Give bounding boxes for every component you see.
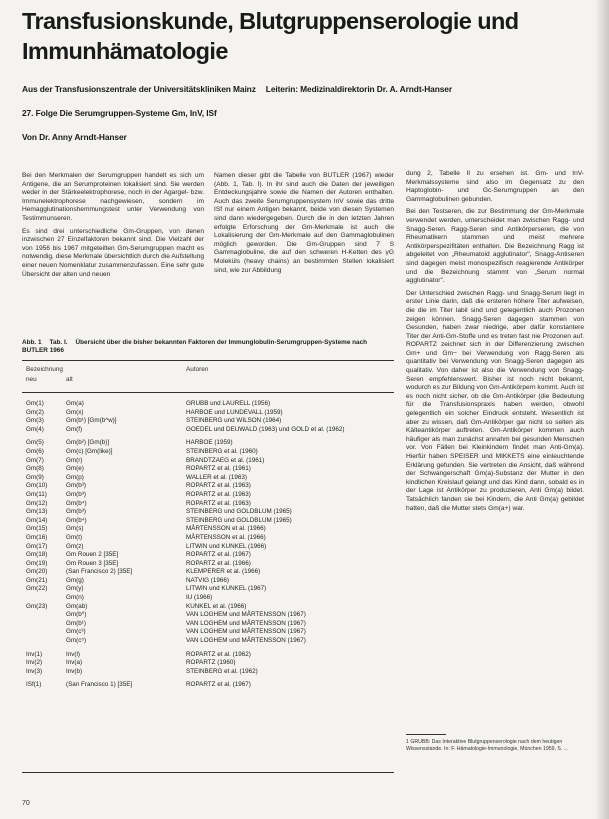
cell-authors: WALLER et al. (1963) <box>186 473 248 481</box>
cell-new: Gm(9) <box>26 473 44 481</box>
cell-new: Gm(14) <box>26 516 48 524</box>
table-row <box>22 457 394 466</box>
table-header-rule <box>22 392 394 393</box>
institute-line <box>22 84 452 94</box>
text-column-3 <box>406 170 584 730</box>
cell-new: Gm(11) <box>26 490 47 498</box>
table-row <box>22 465 394 474</box>
table-row <box>22 594 394 603</box>
cell-old: Gm(r) <box>66 456 83 464</box>
cell-authors: VAN LOGHEM und MÅRTENSSON (1967) <box>186 619 306 627</box>
cell-new <box>22 611 66 620</box>
table-row <box>22 568 394 577</box>
cell-authors: IU (1966) <box>186 594 213 602</box>
table-row <box>22 611 394 620</box>
cell-old: Gm(c) [Gm(like)] <box>66 447 113 455</box>
table-row <box>22 651 394 660</box>
cell-new: Gm(20) <box>26 568 48 576</box>
cell-old: Gm(c⁵) <box>66 637 87 645</box>
cell-authors: HARBOE (1959) <box>186 439 233 447</box>
cell-new: Gm(19) <box>26 559 48 567</box>
cell-authors: VAN LOGHEM und MÅRTENSSON (1967) <box>186 637 306 645</box>
cell-old: Gm(a) <box>66 400 84 407</box>
cell-authors: MÅRTENSSON et al. (1966) <box>186 533 266 541</box>
footnote-rule <box>406 734 446 735</box>
cell-authors: GRUBB und LAURELL (1956) <box>186 400 271 407</box>
cell-new: Gm(21) <box>26 576 48 584</box>
cell-new: Gm(1) <box>26 400 44 407</box>
table-row <box>22 400 394 409</box>
cell-new: Gm(6) <box>26 447 44 455</box>
cell-old: Gm(e) <box>66 465 84 473</box>
cell-new: ISf(1) <box>26 681 42 689</box>
cell-new: Gm(13) <box>26 508 48 516</box>
table-row <box>22 491 394 500</box>
cell-old: Gm(b⁴) <box>66 516 87 524</box>
header-new: neu <box>26 376 37 383</box>
paragraph: Namen dieser gibt die Tabelle von BUTLER (1967) wieder (Abb. 1, Tab. I). In ihr sind auch die Daten der jeweiligen Entdeckungsjahre sowie die Namen der Autoren enthalten. Auch das zweite Serumgruppensystem InV sowie das dritte ISf nur einem Antigen bekannt, beide von diesen Systemen sind dann wiedergegeben. Durch die in den letzten Jahren erfolgte Erforschung der Gm-Merkmale ist auch die Lokalisierung der Gm-Merkmale auf den Gammaglobulinen möglich geworden. Die Gm-Gruppen sind 7 S Gammaglobuline, die auf den schweren H-Ketten des γG Moleküls (heavy chains) an bestimmten Stellen lokalisiert sind, wie zur Abbildung <box>214 172 394 274</box>
cell-authors: BRANDTZAEG et al. (1961) <box>186 456 265 464</box>
cell-old: Gm(b²) [Gm(b)] <box>66 439 110 447</box>
cell-old: (San Francisco 1) [35E] <box>66 681 133 689</box>
cell-new: Gm(15) <box>26 525 48 533</box>
cell-old: Gm(b⁰) <box>66 611 87 619</box>
article-title: Transfusionskunde, Blutgruppenserologie und Immunhämatologie <box>22 8 519 64</box>
cell-old: Inv(l) <box>66 650 80 658</box>
cell-old: (San Francisco 2) [35E] <box>66 568 133 576</box>
table-row <box>22 417 394 426</box>
cell-new <box>22 637 66 646</box>
cell-old: Gm(g) <box>66 576 84 584</box>
page-edge-shadow <box>595 0 609 819</box>
cell-old: Inv(a) <box>66 659 83 667</box>
cell-new: Gm(3) <box>26 417 44 425</box>
director: Leiterin: Medizinaldirektorin Dr. A. Arndt-Hanser <box>265 84 452 94</box>
table-row <box>22 668 394 677</box>
paragraph: Es sind drei unterschiedliche Gm-Gruppen, von denen inzwischen 27 Einzelfaktoren bekannt sind. Die Vielzahl der von 1956 bis 1967 mitgeteilten Gm-Serumgruppen macht es notwendig, diese Merkmale übersichtlich durch die Aufstellung einer neuen Nomenklatur zusammenzufassen. Eine sehr gute Übersicht der alten und neuen <box>22 227 204 278</box>
cell-new: Gm(22) <box>26 585 48 593</box>
cell-authors: STEINBERG et al. (1960) <box>186 447 258 455</box>
cell-new: Inv(1) <box>26 650 43 658</box>
page-number: 70 <box>22 800 30 807</box>
cell-old: Gm(ab) <box>66 602 88 610</box>
table-row <box>22 577 394 586</box>
cell-authors: LITWIN und KUNKEL (1967) <box>186 585 267 593</box>
institute: Aus der Transfusionszentrale der Universitätskliniken Mainz <box>22 84 256 94</box>
table-row <box>22 585 394 594</box>
cell-authors: STEINBERG et al. (1962) <box>186 667 258 675</box>
cell-new: Gm(8) <box>26 465 44 473</box>
cell-authors: ROPARTZ et al. (1967) <box>186 551 251 559</box>
table-row <box>22 448 394 457</box>
cell-old: Gm(b³) <box>66 482 86 490</box>
cell-old: Gm Rouen 3 [35E] <box>66 559 119 567</box>
cell-old: Gm(t) <box>66 533 83 541</box>
cell-new: Gm(10) <box>26 482 48 490</box>
paragraph: Bei den Merkmalen der Serumgruppen handelt es sich um Antigene, die an Serumproteinen lokalisiert sind. Sie werden weder in der Stärkeelektrophorese, noch in der Agargel- bzw. Immunelektrophorese nachgewiesen, sondern im Hemagglutinationshemmungstest unter Verwendung von Testimmunseren. <box>22 172 204 222</box>
cell-authors: ROPARTZ et al. (1961) <box>186 465 251 473</box>
cell-authors: LITWIN und KUNKEL (1966) <box>186 542 267 550</box>
cell-authors: ROPARTZ et al. (1966) <box>186 559 251 567</box>
cell-old: Gm(c³) <box>66 628 86 636</box>
table-row <box>22 543 394 552</box>
cell-authors: ROPARTZ et al. (1963) <box>186 499 251 507</box>
cell-authors: ROPARTZ et al. (1963) <box>186 490 251 498</box>
cell-old: Gm(p) <box>66 473 84 481</box>
cell-authors: ROPARTZ et al. (1967) <box>186 681 251 689</box>
cell-old: Gm(y) <box>66 585 84 593</box>
table-caption <box>22 339 394 355</box>
cell-old: Gm(b¹) <box>66 619 86 627</box>
cell-authors: STEINBERG und GOLDBLUM (1965) <box>186 516 292 524</box>
cell-authors: NATVIG (1966) <box>186 576 229 584</box>
cell-old: Gm(n) <box>66 594 84 602</box>
table-row <box>22 659 394 668</box>
cell-old: Gm Rouen 2 [35E] <box>66 551 119 559</box>
table-row <box>22 637 394 646</box>
cell-new: Gm(7) <box>26 456 44 464</box>
table-row <box>22 603 394 612</box>
header-old: alt <box>66 376 73 383</box>
table-body <box>22 400 394 690</box>
cell-new: Gm(2) <box>26 408 44 416</box>
cell-old: Inv(b) <box>66 667 83 675</box>
table-row <box>22 551 394 560</box>
paragraph: Der Unterschied zwischen Ragg- und Snagg-Serum liegt in erster Linie darin, daß die ersteren höhere Titer aufweisen, die die im Titer labil sind und gelegentlich auch Prozonen zeigen können. Snagg-Seren dagegen stammen von Gesunden, haben zwar niedrige, aber dafür konstantere Titer der Anti-Gm-Stoffe und es treten fast nie Prozonen auf. ROPARTZ zeichnet sich in der Differenzierung zwischen Gm+ und Gm− bei Verwendung von Ragg-Seren als quantitativ bei Verwendung von Snagg-Seren dagegen als qualitativ. Von daher ist also die Verwendung von Snagg-Seren empfehlenswert. Bisher ist noch nicht bekannt, wodurch es zur Bildung von Gm-Antikörpern kommt. Auch ist es noch nicht sicher, ob die Gm-Antikörper (die Bedeutung für die Transfusionspraxis haben werden, obwohl gelegentlich ein solcher Eindruck entsteht. Wesentlich ist aber zu wissen, daß Gm-Antikörper gar nicht so selten als Kälteantikörper auftreten. Gm-Antikörper kommen auch häufiger als man zunächst annahm bei gesunden Menschen vor. Von Fällen bei Kleinkindern findet man Anti-Gm(a). Hierfür haben SPEISER und MIKKETS eine einleuchtende Erklärung gefunden. Sie vertreten die Ansicht, daß während der Schwangerschaft Gm(a)-Substanz der Mutter in den kindlichen Kreislauf gelangt und das Kind dann, sobald es in der Lage ist Antikörper zu produzieren, Anti Gm(a) bildet. Tatsächlich fanden sie bei Kindern, die Anti Gm(a) gebildet hatten, daß die Mutter stets Gm(a+) war. <box>406 289 584 512</box>
table-bottom-rule <box>22 772 394 773</box>
text-column-1 <box>22 172 204 283</box>
cell-new: Inv(2) <box>26 659 43 667</box>
table-label: Tab. I. <box>49 339 68 346</box>
figure-label: Abb. 1 <box>22 339 42 346</box>
cell-authors: HARBOE und LUNDEVALL (1959) <box>186 408 283 416</box>
cell-new: Inv(3) <box>26 667 43 675</box>
table-row <box>22 474 394 483</box>
table-row <box>22 560 394 569</box>
cell-authors: VAN LOGHEM und MÅRTENSSON (1967) <box>186 628 306 636</box>
cell-new: Gm(5) <box>26 439 44 447</box>
cell-new <box>22 628 66 637</box>
table-row <box>22 681 394 690</box>
cell-new: Gm(18) <box>26 551 48 559</box>
text-column-2 <box>214 172 394 279</box>
cell-authors: KUNKEL et al. (1966) <box>186 602 247 610</box>
cell-authors: STEINBERG und GOLDBLUM (1965) <box>186 508 292 516</box>
cell-authors: ROPARTZ et al. (1962) <box>186 650 251 658</box>
series-line: 27. Folge Die Serumgruppen-Systeme Gm, InV, ISf <box>22 108 217 118</box>
cell-new: Gm(23) <box>26 602 48 610</box>
cell-old: Gm(s) <box>66 525 84 533</box>
paragraph: Bei den Testseren, die zur Bestimmung der Gm-Merkmale verwendet werden, unterscheidet man zwischen Ragg- und Snagg-Seren. Ragg-Seren sind Antikörperseren, die von Rheumatikern stammen und meist mehrere Antikörperspezifitäten enthalten. Die Bezeichnung Ragg ist abgeleitet von „Rheumatoid agglutinator", Snagg-Antiseren sind dagegen meist monospezifisch reagierende Antikörper und die Bezeichnung stammt von „Serum normal agglutinator". <box>406 208 584 285</box>
cell-authors: ROPARTZ (1960) <box>186 659 236 667</box>
cell-old: Gm(b³) <box>66 490 86 498</box>
table-row <box>22 534 394 543</box>
cell-new: Gm(16) <box>26 533 48 541</box>
table-row <box>22 439 394 448</box>
cell-old: Gm(b³) <box>66 508 86 516</box>
cell-old: Gm(x) <box>66 408 84 416</box>
header-authors: Autoren <box>186 366 209 373</box>
table-row <box>22 508 394 517</box>
cell-old: Gm(b⁴) <box>66 499 87 507</box>
cell-authors: GOEDEL und DEUWALD (1963) und GOLD et al. (1962) <box>186 425 345 433</box>
cell-old: Gm(f) <box>66 425 83 433</box>
cell-authors: MÅRTENSSON et al. (1966) <box>186 525 266 533</box>
cell-new: Gm(4) <box>26 425 44 433</box>
cell-new <box>22 594 66 603</box>
cell-new: Gm(12) <box>26 499 48 507</box>
cell-authors: VAN LOGHEM und MÅRTENSSON (1967) <box>186 611 306 619</box>
cell-authors: ROPARTZ et al. (1963) <box>186 482 251 490</box>
cell-new: Gm(17) <box>26 542 48 550</box>
table-row <box>22 409 394 418</box>
table-top-rule <box>22 360 394 361</box>
cell-old: Gm(z) <box>66 542 84 550</box>
table-row <box>22 628 394 637</box>
caption-text: Übersicht über die bisher bekannten Faktoren der Immunglobulin-Serumgruppen-Systeme nach BUTLER 1966 <box>22 339 368 354</box>
cell-authors: KLEMPERER et al. (1966) <box>186 568 261 576</box>
cell-authors: STEINBERG und WILSON (1964) <box>186 417 282 425</box>
header-designation: Bezeichnung <box>26 366 63 373</box>
table-row <box>22 500 394 509</box>
table-row <box>22 525 394 534</box>
cell-old: Gm(b¹) [Gm(b^w)] <box>66 417 117 425</box>
author-line: Von Dr. Anny Arndt-Hanser <box>22 132 127 142</box>
table-row <box>22 426 394 435</box>
cell-new <box>22 620 66 629</box>
footnote: 1 GRUBB: Das Interaktive Blutgruppenserologie nach dem heutigen Wissensstande. In: F. Hämatologie-Immunologie, München 1959, S. ... <box>406 739 569 752</box>
table-row <box>22 482 394 491</box>
paragraph: dung 2, Tabelle II zu ersehen ist. Gm- und InV-Merkmalssysteme sind also im Gegensatz zu den Haptoglobin- und Gc-Serumgruppen an den Gammaglobulinen gebunden. <box>406 170 584 203</box>
